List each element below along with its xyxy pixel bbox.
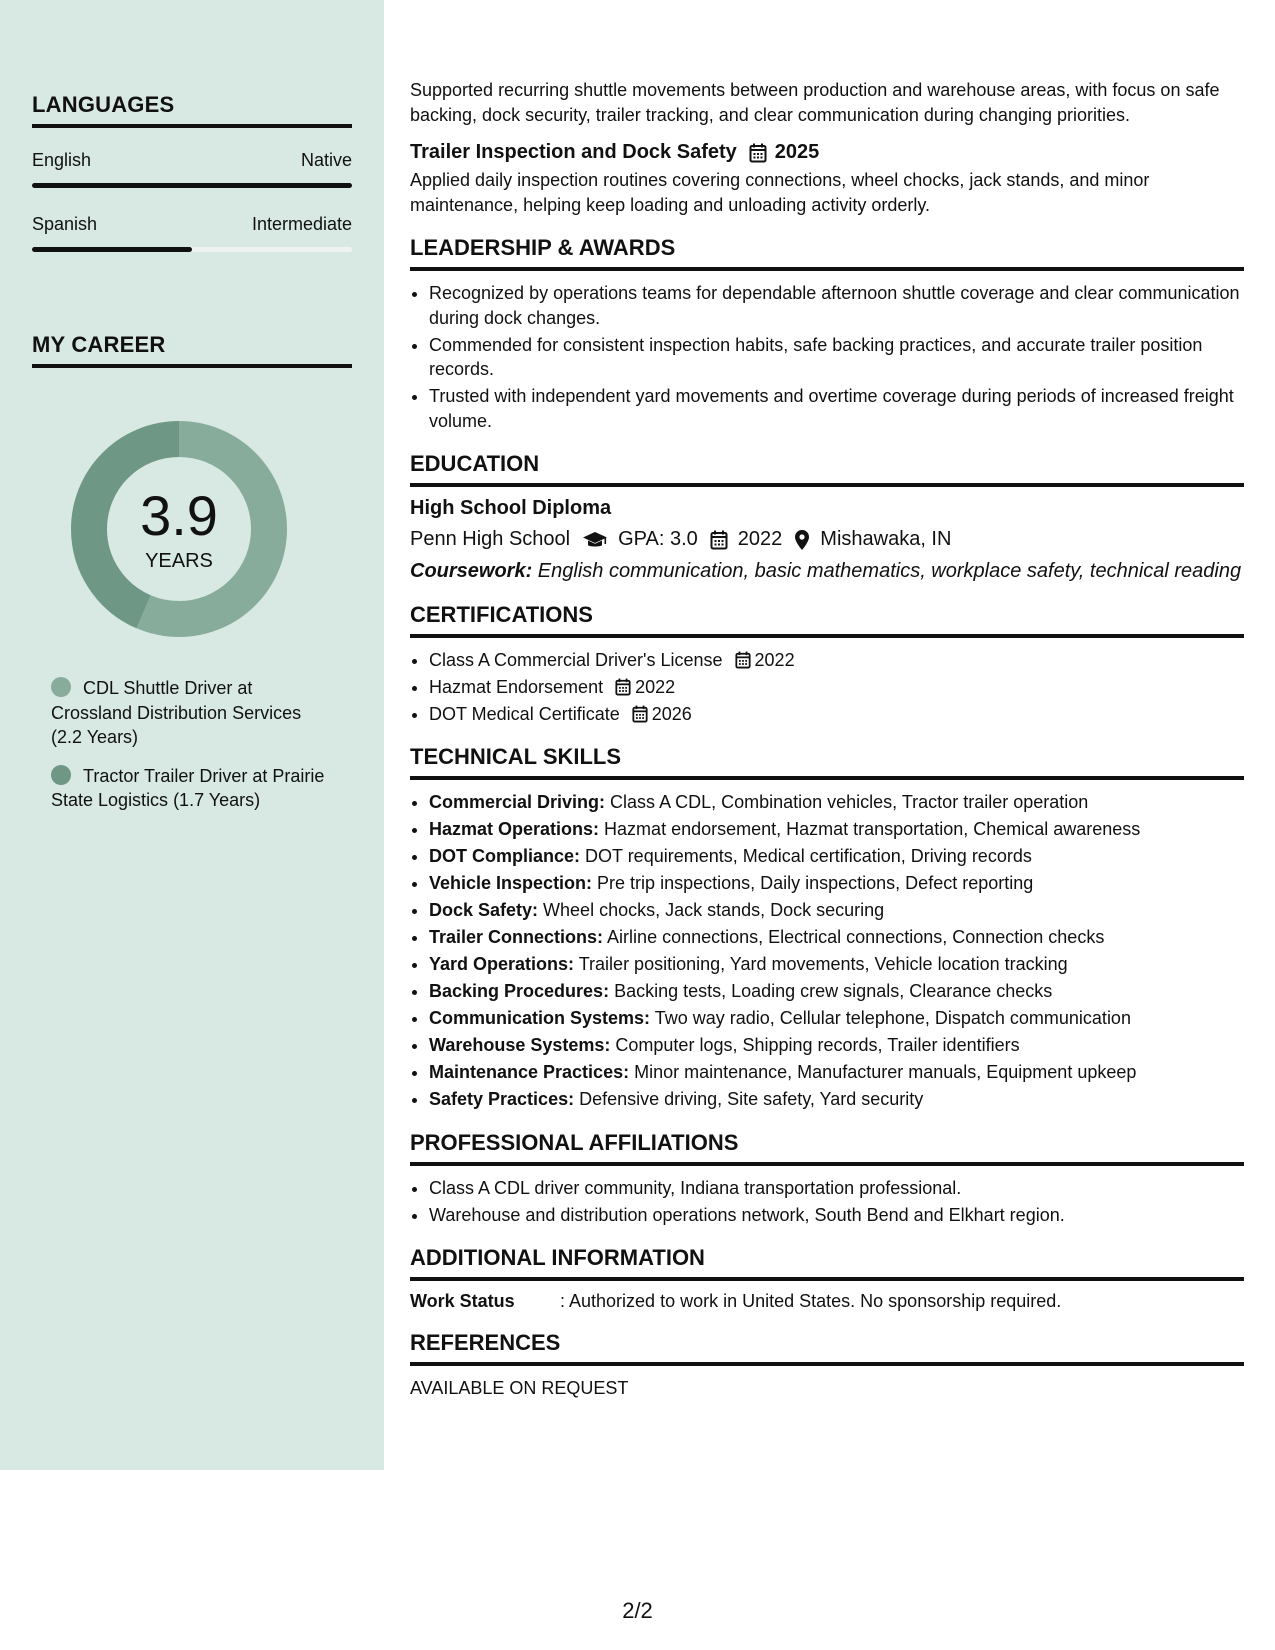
language-item [32,150,352,188]
skill-value: DOT requirements, Medical certification, Driving records [580,846,1032,866]
list-item: • Commended for consistent inspection habits, safe backing practices, and accurate trailer position records. [429,333,1244,382]
certification-name: • Class A Commercial Driver's License [429,649,723,670]
list-item: • Class A CDL driver community, Indiana transportation professional. [429,1176,1244,1201]
calendar-icon [710,530,728,550]
skill-item [429,1006,1244,1031]
skill-label: Hazmat Operations: [429,819,600,839]
skill-label: Commercial Driving: [429,792,606,812]
education-coursework [410,559,1244,584]
language-level: Intermediate [251,214,352,234]
skill-label: Backing Procedures: [429,981,610,1001]
certification-name: • Hazmat Endorsement [429,676,604,697]
skill-item [429,925,1244,950]
skill-item [429,871,1244,896]
education-heading: EDUCATION [410,451,1244,487]
career-legend-item [51,764,331,813]
project-title-row [410,141,1244,164]
certification-year: 2026 [651,703,692,724]
career-legend-item [51,676,331,750]
career-section [32,332,352,368]
list-item: • Trusted with independent yard movements and overtime coverage during periods of increased freight volume. [429,384,1244,433]
graduation-cap-icon [582,530,608,550]
skill-label: Communication Systems: [429,1008,651,1028]
language-proficiency-fill [32,247,192,252]
affiliations-list [410,1176,1244,1228]
page-number: 2/2 [622,1598,653,1623]
skill-label: Safety Practices: [429,1089,575,1109]
education-gpa: GPA: 3.0 [618,528,698,550]
career-total-years: 3.9 [140,484,218,547]
coursework-label: Coursework: [410,560,533,582]
skills-list [410,790,1244,1112]
references-text: AVAILABLE ON REQUEST [410,1378,629,1398]
skill-value: Class A CDL, Combination vehicles, Tractor trailer operation [605,792,1089,812]
certification-item [429,648,1244,673]
coursework-text: English communication, basic mathematics, workplace safety, technical reading [532,560,1242,582]
references-heading: REFERENCES [410,1330,1244,1366]
skill-value: Airline connections, Electrical connections, Connection checks [603,927,1105,947]
skill-value: Hazmat endorsement, Hazmat transportation, Chemical awareness [599,819,1141,839]
language-proficiency-fill [32,183,352,188]
skill-value: Two way radio, Cellular telephone, Dispatch communication [650,1008,1131,1028]
skills-heading: TECHNICAL SKILLS [410,744,1244,780]
skill-item [429,844,1244,869]
skill-value: Minor maintenance, Manufacturer manuals, Equipment upkeep [629,1062,1137,1082]
skill-item [429,1033,1244,1058]
education-school: Penn High School [410,528,571,550]
experience-summary: Supported recurring shuttle movements between production and warehouse areas, with focus on safe backing, dock security, trailer tracking, and clear communication during changing priorities. [410,80,1220,125]
leadership-heading: LEADERSHIP & AWARDS [410,235,1244,271]
skill-item [429,898,1244,923]
certifications-list [410,648,1244,727]
skill-item [429,817,1244,842]
skill-item [429,979,1244,1004]
skill-value: Wheel chocks, Jack stands, Dock securing [538,900,885,920]
skill-label: Warehouse Systems: [429,1035,611,1055]
list-item: • Warehouse and distribution operations network, South Bend and Elkhart region. [429,1203,1244,1228]
education-location: Mishawaka, IN [820,528,952,550]
certification-item [429,675,1244,700]
career-total-unit: YEARS [145,550,213,572]
skill-item [429,790,1244,815]
education-details [410,528,1244,551]
calendar-icon [749,143,767,163]
work-status-row [410,1291,1244,1312]
skill-item [429,1060,1244,1085]
skill-value: Computer logs, Shipping records, Trailer identifiers [610,1035,1020,1055]
career-heading: MY CAREER [32,332,352,368]
career-legend-text: CDL Shuttle Driver at Crossland Distribution Services (2.2 Years) [51,678,302,747]
project-year: 2025 [774,141,820,163]
language-name: Spanish [32,214,98,234]
affiliations-heading: PROFESSIONAL AFFILIATIONS [410,1130,1244,1166]
skill-value: Trailer positioning, Yard movements, Vehicle location tracking [574,954,1068,974]
language-item [32,214,352,252]
language-proficiency-bar [32,183,352,188]
skill-value: Pre trip inspections, Daily inspections, Defect reporting [592,873,1034,893]
skill-value: Defensive driving, Site safety, Yard security [574,1089,924,1109]
project-description: Applied daily inspection routines covering connections, wheel chocks, jack stands, and minor maintenance, helping keep loading and unloading activity orderly. [410,170,1150,215]
certifications-heading: CERTIFICATIONS [410,602,1244,638]
languages-heading: LANGUAGES [32,92,352,128]
skill-value: Backing tests, Loading crew signals, Clearance checks [609,981,1053,1001]
language-level: Native [300,150,352,170]
calendar-icon [615,678,631,696]
language-name: English [32,150,92,170]
career-donut-chart [66,416,292,642]
skill-label: DOT Compliance: [429,846,581,866]
legend-dot [51,677,71,697]
work-status-value: : Authorized to work in United States. No sponsorship required. [560,1291,1062,1311]
skill-item [429,1087,1244,1112]
skill-item [429,952,1244,977]
skill-label: Maintenance Practices: [429,1062,630,1082]
career-legend [51,676,331,827]
project-title: Trailer Inspection and Dock Safety [410,141,737,163]
calendar-icon [632,705,648,723]
legend-dot [51,765,71,785]
career-legend-text: Tractor Trailer Driver at Prairie State Logistics (1.7 Years) [51,765,325,810]
skill-label: Trailer Connections: [429,927,604,947]
sidebar [0,0,384,1470]
certification-name: • DOT Medical Certificate [429,703,620,724]
skill-label: Yard Operations: [429,954,575,974]
additional-info-heading: ADDITIONAL INFORMATION [410,1245,1244,1281]
list-item: • Recognized by operations teams for dependable afternoon shuttle coverage and clear communication during dock changes. [429,281,1244,330]
skill-label: Dock Safety: [429,900,539,920]
main-column [410,78,1244,1399]
education-year: 2022 [737,528,783,550]
leadership-list [410,281,1244,433]
languages-section [32,92,352,252]
language-proficiency-bar [32,247,352,252]
certification-year: 2022 [635,676,676,697]
education-degree: High School Diploma [410,497,612,519]
certification-year: 2022 [754,649,795,670]
calendar-icon [735,651,751,669]
work-status-label: Work Status [410,1291,515,1311]
certification-item [429,702,1244,727]
map-pin-icon [794,529,810,551]
skill-label: Vehicle Inspection: [429,873,593,893]
